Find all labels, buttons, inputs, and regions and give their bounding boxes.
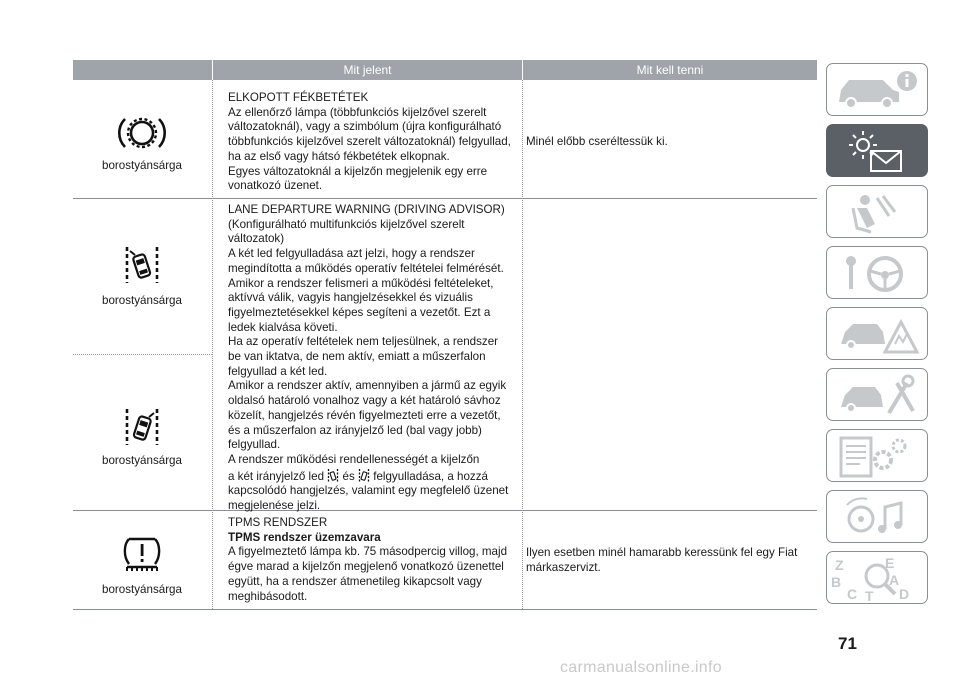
text-line: Ilyen esetben minél hamarabb keressünk fel egy Fiat	[526, 546, 798, 559]
chapter-tab-warning-lights[interactable]	[826, 124, 928, 177]
text-line: égve marad a kijelzőn megjelenő vonatkozó üzenettel	[228, 560, 504, 574]
text-line: kapcsolódó hangjelzés, valamint egy megfelelő üzenet	[228, 484, 509, 498]
text-fragment: a két irányjelző led	[228, 469, 325, 483]
text-line: megjelenése jelzi.	[228, 499, 321, 513]
color-label: borostyánsárga	[102, 159, 182, 172]
table-bottom-line	[73, 609, 817, 610]
index-letter: D	[899, 586, 910, 602]
header-spacer-cell	[73, 60, 212, 80]
maintenance-wrench-icon	[827, 369, 928, 421]
text-line: ledek kialvása követi.	[228, 320, 338, 334]
chapter-tab-safety[interactable]	[826, 185, 928, 238]
color-label: borostyánsárga	[102, 454, 182, 467]
text-line: felgyullad a két led.	[228, 364, 328, 378]
lane-right-led-icon	[358, 468, 370, 483]
header-col-meaning: Mit jelent	[213, 60, 522, 80]
text-line: TPMS RENDSZER	[228, 516, 328, 529]
chapter-tab-car-info[interactable]	[826, 63, 928, 116]
text-line: változatok)	[228, 232, 285, 246]
chapter-tab-multimedia[interactable]	[826, 490, 928, 543]
text-line: felgyullad.	[228, 438, 281, 452]
text-line: Az ellenőrző lámpa (többfunkciós kijelzővel szerelt	[228, 105, 487, 119]
text-line: oldalsó határoló vonalhoz vagy a két határoló sávhoz	[228, 394, 501, 408]
index-letter: E	[885, 555, 895, 571]
text-line: megindította a működés operatív feltételei felmérését.	[228, 261, 504, 275]
tpms-action	[526, 546, 797, 575]
color-label: borostyánsárga	[102, 583, 182, 596]
text-line: Amikor a rendszer felismeri a működési feltételeket,	[228, 276, 494, 290]
text-line: Ha az operatív feltételek nem teljesülnek, a rendszer	[228, 335, 499, 349]
text-line: változatoknál), vagy a szimbólum (újra konfigurálható	[228, 120, 502, 134]
header-col-action: Mit kell tenni	[523, 60, 817, 80]
inline-icon-line	[228, 468, 508, 485]
index-letter: C	[847, 586, 858, 602]
text-line: Egyes változatoknál a kijelzőn megjelenik egy erre	[228, 164, 488, 178]
column-divider	[522, 80, 523, 609]
brake-pads-action	[526, 135, 668, 150]
lane-departure-description	[228, 203, 508, 514]
tpms-description	[228, 516, 507, 604]
steering-key-icon	[827, 247, 928, 299]
text-line: márkaszervizt.	[526, 560, 601, 574]
lane-departure-left-icon	[122, 243, 162, 287]
brake-pads-description	[228, 91, 511, 194]
tpms-subtitle: TPMS rendszer üzemzavara	[228, 530, 381, 544]
text-line: figyelmeztetésekkel képes segíteni a vezetőt. Ezt a	[228, 305, 491, 319]
tpms-warning-icon	[120, 534, 164, 574]
breakdown-triangle-icon	[827, 308, 928, 360]
text-line: LANE DEPARTURE WARNING (DRIVING ADVISOR)	[228, 203, 505, 216]
text-line: ha az első vagy hátsó fékbetétek elkopnak.	[228, 149, 450, 163]
text-line: és a műszerfalon az irányjelző led (bal vagy jobb)	[228, 423, 482, 437]
text-line: A rendszer működési rendellenességét a kijelzőn	[228, 452, 480, 466]
technical-data-icon	[827, 430, 928, 482]
text-line: Amikor a rendszer aktív, amennyiben a jármű az egyik	[228, 379, 507, 393]
text-line: együtt, ha a rendszer átmenetileg kikapcsolt vagy	[228, 574, 482, 588]
lane-left-led-icon	[327, 468, 339, 483]
page-number: 71	[838, 634, 857, 653]
lane-departure-right-icon	[122, 405, 162, 449]
text-line: be van iktatva, de nem aktív, emiatt a műszerfalon	[228, 350, 486, 364]
text-line: A két led felgyulladása azt jelzi, hogy a rendszer	[228, 247, 475, 261]
index-letter: B	[831, 574, 842, 590]
chapter-tab-technical-data[interactable]	[826, 429, 928, 482]
icon-cell-divider	[73, 354, 212, 355]
index-letter: Z	[835, 557, 844, 573]
text-line: többfunkciós kijelzővel szerelt változatoknál) felgyullad,	[228, 135, 511, 149]
chapter-tab-index[interactable]	[826, 551, 928, 604]
chapter-tab-maintenance[interactable]	[826, 368, 928, 421]
text-fragment: felgyulladása, a hozzá	[373, 469, 488, 483]
text-line: aktívvá válik, vagyis hangjelzésekkel és vizuális	[228, 291, 473, 305]
warning-light-message-icon	[827, 125, 928, 177]
text-line: vonatkozó üzenet.	[228, 179, 323, 193]
text-line: közelít, hangjelzés révén figyelmezteti erre a vezetőt,	[228, 408, 501, 422]
text-line: Minél előbb cseréltessük ki.	[526, 135, 668, 148]
text-line: meghibásodott.	[228, 589, 308, 603]
text-line: A figyelmeztető lámpa kb. 75 másodpercig villog, majd	[228, 545, 508, 559]
row-divider	[73, 198, 817, 199]
text-fragment: és	[342, 469, 355, 483]
chapter-tab-starting-driving[interactable]	[826, 246, 928, 299]
airbag-seat-icon	[827, 186, 928, 238]
text-line: (Konfigurálható multifunkciós kijelzővel szerelt	[228, 217, 465, 231]
brake-pad-wear-icon	[117, 113, 167, 153]
chapter-tab-emergency[interactable]	[826, 307, 928, 360]
multimedia-icon	[827, 491, 928, 543]
index-letter: A	[889, 572, 900, 588]
watermark: carmanualsonline.info	[560, 659, 722, 676]
index-letter: T	[865, 588, 874, 604]
car-info-icon	[827, 64, 928, 116]
text-line-bold	[228, 531, 507, 546]
color-label: borostyánsárga	[102, 294, 182, 307]
text-line: ELKOPOTT FÉKBETÉTEK	[228, 91, 369, 104]
